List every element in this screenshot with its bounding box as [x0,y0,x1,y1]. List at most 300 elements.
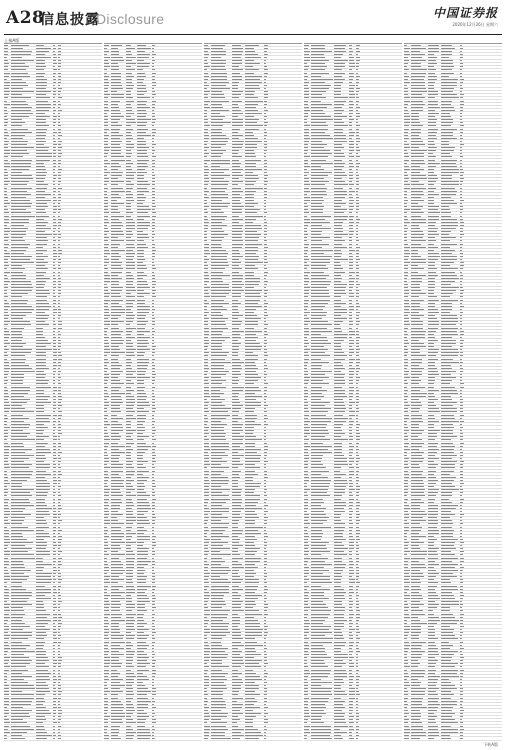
table-cell [111,119,120,120]
table-cell [356,499,358,500]
table-cell [58,315,61,316]
table-cell [4,222,9,223]
table-cell [11,119,23,120]
table-cell [232,293,241,294]
table-cell [11,455,34,456]
table-cell [245,284,259,285]
table-cell [232,315,243,316]
table-cell [11,296,22,297]
table-cell [4,474,7,475]
table-cell [232,732,242,733]
table-cell [211,486,221,487]
table-cell [104,278,110,279]
table-cell [36,682,47,683]
table-cell [36,545,47,546]
table-cell [11,355,25,356]
table-cell [58,253,62,254]
table-cell [245,430,254,431]
table-cell [356,191,358,192]
table-cell [4,153,10,154]
table-cell [349,138,352,139]
table-cell [304,480,309,481]
table-cell [53,82,56,83]
table-cell [264,520,268,521]
table-cell [349,200,354,201]
table-cell [53,508,56,509]
table-cell [152,617,154,618]
table-cell [356,324,359,325]
table-cell [4,707,7,708]
table-cell [53,685,55,686]
table-cell [356,439,360,440]
table-cell [58,713,62,714]
table-cell [232,116,238,117]
table-cell [349,300,352,301]
table-cell [304,514,309,515]
table-cell [232,138,239,139]
table-cell [36,489,50,490]
table-cell [4,169,7,170]
table-cell [211,461,227,462]
table-cell [111,517,118,518]
table-cell [204,296,210,297]
table-cell [58,359,62,360]
table-cell [211,203,230,204]
table-cell [311,253,324,254]
table-cell [232,362,244,363]
table-cell [4,73,10,74]
table-cell [53,663,57,664]
table-cell [11,293,28,294]
table-cell [356,424,360,425]
table-cell [58,104,61,105]
table-cell [137,362,149,363]
table-cell [126,268,135,269]
table-cell [11,203,32,204]
table-cell [137,259,145,260]
table-cell [58,716,61,717]
table-cell [356,172,358,173]
table-cell [4,635,10,636]
table-cell [126,355,135,356]
table-cell [304,116,308,117]
table-cell [264,738,266,739]
table-cell [126,688,133,689]
table-cell [11,722,27,723]
table-cell [126,66,131,67]
table-cell [11,265,22,266]
table-cell [349,331,355,332]
table-cell [4,514,10,515]
table-cell [304,125,310,126]
table-cell [334,359,345,360]
table-cell [4,268,7,269]
table-cell [111,340,124,341]
table-cell [137,670,149,671]
table-cell [204,573,210,574]
table-cell [4,371,9,372]
table-cell [349,315,352,316]
table-cell [104,722,108,723]
table-cell [211,635,226,636]
table-cell [111,471,124,472]
table-cell [264,237,266,238]
table-cell [264,657,267,658]
table-cell [111,598,125,599]
table-cell [211,132,222,133]
table-cell [334,73,345,74]
table-cell [111,654,125,655]
table-cell [111,209,118,210]
table-cell [356,449,359,450]
table-cell [204,520,208,521]
table-cell [152,427,155,428]
table-cell [264,312,267,313]
table-cell [137,300,145,301]
table-cell [264,433,266,434]
table-cell [58,542,61,543]
table-cell [111,262,122,263]
table-cell [204,82,207,83]
table-cell [4,570,8,571]
table-cell [204,722,207,723]
table-cell [211,561,225,562]
table-cell [211,676,225,677]
table-cell [211,104,222,105]
table-cell [211,446,229,447]
table-cell [111,377,118,378]
table-cell [53,119,56,120]
table-cell [36,57,52,58]
table-cell [311,393,322,394]
table-cell [211,91,222,92]
table-cell [211,579,228,580]
table-cell [137,614,144,615]
table-cell [4,483,10,484]
table-cell [204,66,210,67]
table-cell [211,673,228,674]
table-cell [58,402,61,403]
table-cell [126,253,135,254]
table-cell [264,567,266,568]
table-cell [58,362,61,363]
table-cell [4,455,9,456]
table-cell [126,240,135,241]
table-cell [304,303,308,304]
table-cell [36,359,46,360]
table-cell [211,390,220,391]
table-cell [334,455,344,456]
table-cell [204,595,210,596]
table-cell [232,275,244,276]
table-cell [53,561,56,562]
table-cell [356,60,360,61]
table-cell [4,508,9,509]
table-cell [264,694,267,695]
table-cell [211,539,221,540]
table-cell [104,638,109,639]
table-cell [211,225,227,226]
table-cell [11,471,33,472]
table-cell [104,340,108,341]
table-cell [104,365,107,366]
table-cell [152,483,155,484]
table-cell [349,91,354,92]
table-cell [152,278,155,279]
table-cell [264,614,268,615]
table-column [4,43,102,741]
table-cell [211,334,222,335]
table-cell [126,73,132,74]
table-cell [334,107,342,108]
table-cell [4,439,7,440]
table-cell [53,502,55,503]
table-cell [232,262,241,263]
table-cell [211,156,221,157]
table-cell [11,240,25,241]
table-cell [137,492,146,493]
table-cell [311,380,323,381]
table-cell [53,166,56,167]
table-cell [137,125,146,126]
table-cell [211,175,230,176]
table-cell [311,206,324,207]
table-cell [36,635,47,636]
table-cell [334,244,343,245]
table-cell [334,141,347,142]
table-cell [104,57,110,58]
table-cell [36,495,48,496]
table-cell [53,349,57,350]
table-cell [264,387,267,388]
table-cell [264,660,267,661]
table-cell [311,424,327,425]
table-cell [232,520,239,521]
table-cell [104,150,109,151]
table-cell [204,533,207,534]
table-cell [36,268,48,269]
table-cell [4,340,8,341]
table-cell [111,648,124,649]
table-cell [104,601,109,602]
table-cell [137,685,145,686]
table-cell [204,436,207,437]
table-cell [53,290,55,291]
table-cell [152,57,154,58]
table-cell [126,312,133,313]
table-cell [245,601,255,602]
table-cell [349,483,354,484]
table-cell [211,685,226,686]
table-cell [104,421,108,422]
table-cell [137,340,148,341]
table-cell [211,698,223,699]
table-cell [334,489,345,490]
table-cell [53,691,56,692]
table-cell [152,290,156,291]
table-cell [137,328,145,329]
table-cell [36,663,45,664]
table-cell [304,439,309,440]
table-cell [104,101,108,102]
table-cell [53,439,57,440]
table-cell [232,527,238,528]
table-cell [111,461,119,462]
table-cell [53,660,57,661]
table-cell [111,300,124,301]
table-cell [36,638,44,639]
table-cell [245,620,258,621]
table-cell [245,371,256,372]
table-cell [58,250,62,251]
table-cell [264,303,268,304]
table-cell [126,694,135,695]
table-cell [356,244,358,245]
table-cell [204,281,209,282]
table-cell [334,527,345,528]
table-cell [264,480,266,481]
table-cell [152,455,156,456]
table-cell [264,632,268,633]
table-cell [104,275,110,276]
table-cell [245,231,257,232]
table-cell [53,116,57,117]
table-cell [111,331,123,332]
table-cell [111,365,122,366]
table-cell [4,60,8,61]
table-cell [356,222,359,223]
table-cell [211,732,225,733]
table-cell [53,141,56,142]
table-cell [53,623,55,624]
table-cell [311,306,325,307]
table-cell [152,368,155,369]
table-cell [356,433,360,434]
table-cell [311,377,329,378]
table-cell [211,76,227,77]
table-cell [264,698,267,699]
table-cell [232,225,243,226]
table-cell [53,383,56,384]
table-cell [4,660,9,661]
table-cell [4,548,7,549]
table-cell [311,194,327,195]
table-cell [356,387,358,388]
table-cell [137,51,145,52]
table-cell [245,688,259,689]
table-cell [126,582,133,583]
table-cell [304,300,309,301]
table-cell [137,676,147,677]
table-cell [4,63,9,64]
table-cell [36,318,48,319]
table-cell [204,85,209,86]
table-cell [111,141,122,142]
table-cell [211,514,222,515]
table-cell [11,411,34,412]
table-cell [334,135,346,136]
table-cell [137,119,151,120]
table-cell [11,94,22,95]
table-cell [232,240,243,241]
table-cell [4,203,10,204]
table-cell [245,698,255,699]
table-cell [11,256,32,257]
table-cell [245,424,261,425]
table-cell [53,216,56,217]
table-cell [137,620,144,621]
table-cell [11,138,23,139]
table-cell [4,104,10,105]
table-cell [111,228,121,229]
table-cell [245,85,259,86]
table-cell [204,113,207,114]
table-cell [4,433,8,434]
table-cell [11,729,34,730]
table-cell [211,306,224,307]
table-cell [204,495,209,496]
table-cell [152,352,155,353]
table-cell [137,726,145,727]
table-cell [4,287,8,288]
table-cell [53,228,56,229]
table-cell [126,576,134,577]
table-cell [104,76,109,77]
table-cell [211,188,227,189]
table-cell [211,595,224,596]
table-cell [11,533,22,534]
table-cell [211,701,225,702]
table-cell [36,383,48,384]
table-cell [111,694,118,695]
table-cell [126,296,135,297]
table-cell [111,290,122,291]
table-cell [137,219,144,220]
table-cell [211,576,220,577]
table-cell [264,144,267,145]
table-cell [334,91,341,92]
table-cell [349,334,355,335]
table-cell [211,237,224,238]
table-cell [11,141,28,142]
table-cell [232,312,239,313]
table-cell [11,181,29,182]
table-cell [58,371,61,372]
table-cell [334,287,346,288]
table-cell [245,471,256,472]
table-cell [111,48,118,49]
table-cell [311,492,327,493]
table-cell [356,483,358,484]
table-cell [232,212,243,213]
table-cell [211,657,227,658]
table-cell [137,97,151,98]
table-cell [137,346,147,347]
table-cell [211,480,229,481]
table-cell [126,545,131,546]
table-cell [137,527,144,528]
table-cell [204,147,209,148]
table-cell [349,480,352,481]
table-cell [264,197,267,198]
table-cell [11,278,26,279]
table-cell [36,48,51,49]
table-cell [4,188,7,189]
table-cell [232,371,240,372]
table-cell [58,91,61,92]
table-cell [245,365,256,366]
table-cell [349,365,353,366]
